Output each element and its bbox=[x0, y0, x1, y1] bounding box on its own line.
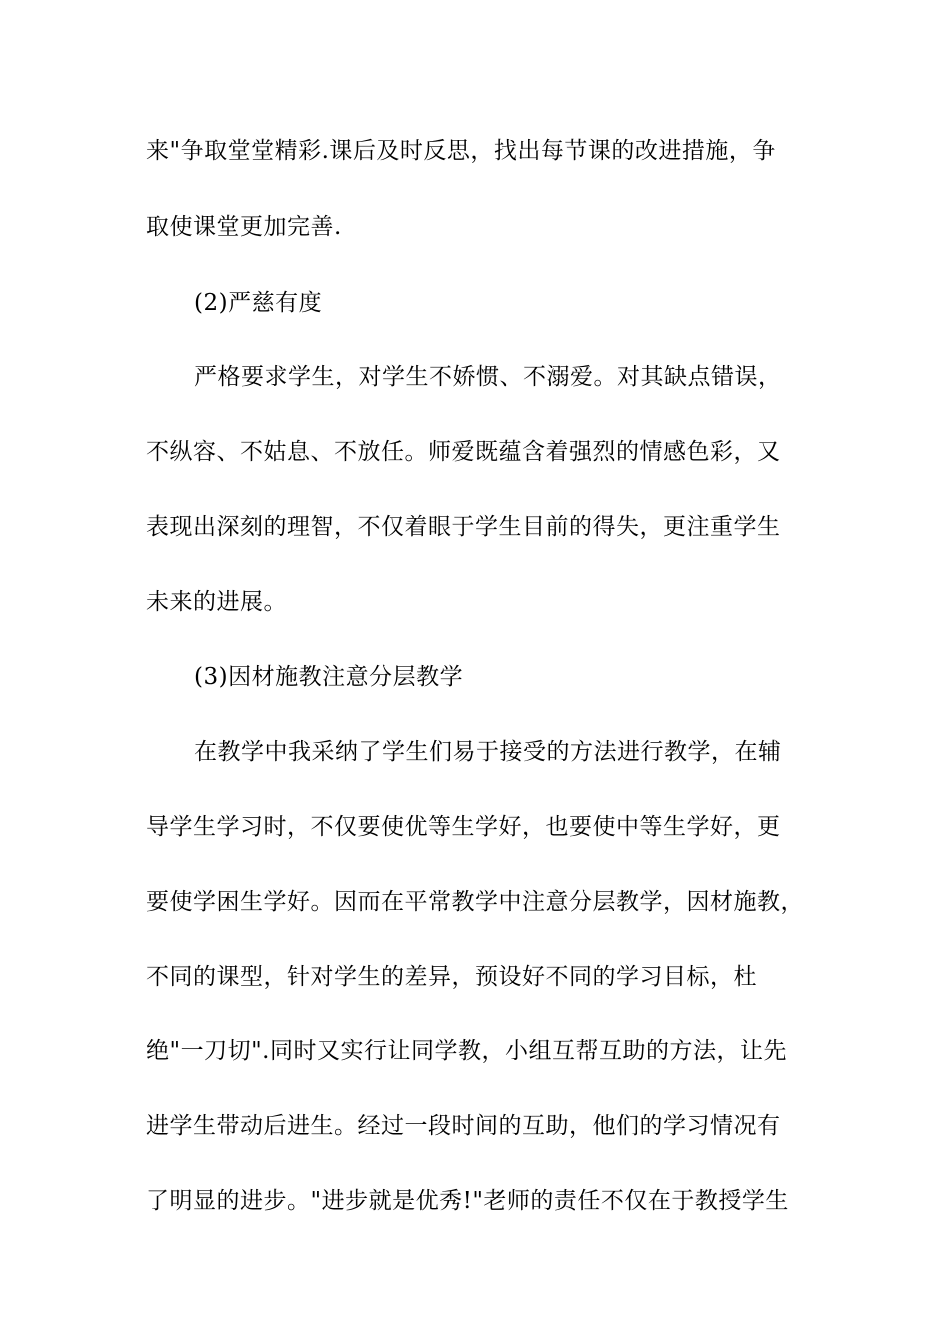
text-line: 来"争取堂堂精彩.课后及时反思，找出每节课的改进措施，争 bbox=[146, 138, 776, 164]
text-line: 导学生学习时，不仅要使优等生学好，也要使中等生学好，更 bbox=[146, 814, 781, 840]
text-line: 表现出深刻的理智，不仅着眼于学生目前的得失，更注重学生 bbox=[146, 514, 781, 540]
text-line: 了明显的进步。"进步就是优秀!"老师的责任不仅在于教授学生 bbox=[146, 1188, 789, 1214]
paragraph-first-line: 严格要求学生，对学生不娇惯、不溺爱。对其缺点错误， bbox=[194, 364, 782, 390]
paragraph-first-line: 在教学中我采纳了学生们易于接受的方法进行教学，在辅 bbox=[194, 739, 782, 765]
text-line: 取使课堂更加完善. bbox=[146, 214, 342, 240]
text-line: 不同的课型，针对学生的差异，预设好不同的学习目标，杜 bbox=[146, 964, 757, 990]
text-line: 不纵容、不姑息、不放任。师爱既蕴含着强烈的情感色彩，又 bbox=[146, 439, 781, 465]
text-line: 进学生带动后进生。经过一段时间的互助，他们的学习情况有 bbox=[146, 1113, 781, 1139]
text-line: 绝"一刀切".同时又实行让同学教，小组互帮互助的方法，让先 bbox=[146, 1038, 787, 1064]
section-heading: (3)因材施教注意分层教学 bbox=[194, 664, 464, 690]
text-line: 要使学困生学好。因而在平常教学中注意分层教学，因材施教， bbox=[146, 889, 804, 915]
text-line: 未来的进展。 bbox=[146, 589, 287, 615]
section-heading: (2)严慈有度 bbox=[194, 290, 323, 316]
